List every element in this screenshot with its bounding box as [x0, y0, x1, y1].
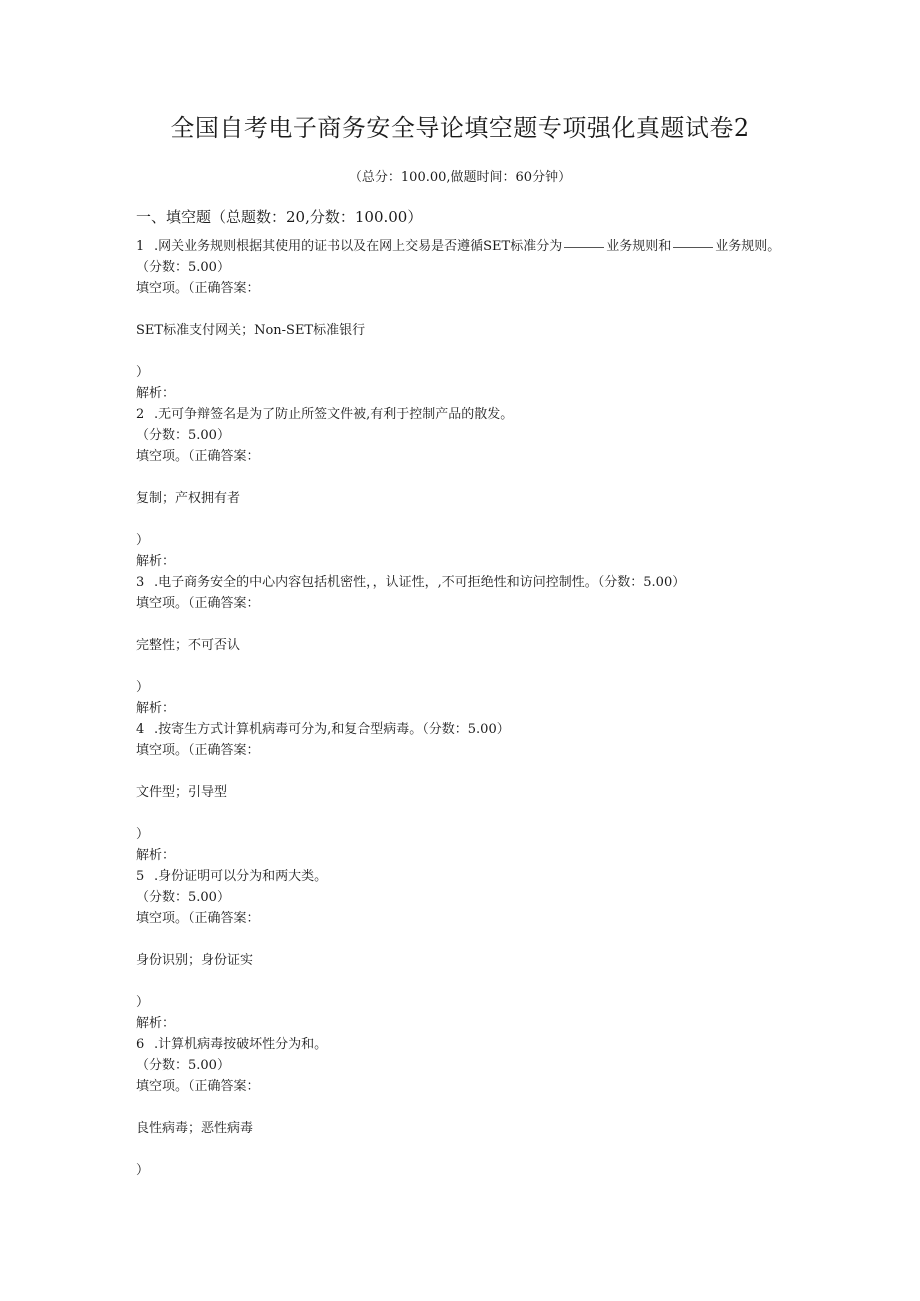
question-text	[136, 236, 786, 257]
spacer	[136, 299, 786, 320]
question-number: 3	[136, 575, 145, 590]
answer-blank	[564, 247, 604, 248]
spacer	[136, 509, 786, 530]
spacer	[136, 1139, 786, 1160]
question-item	[136, 1034, 786, 1181]
question-score: （分数：5.00）	[136, 428, 230, 443]
close-paren: ）	[136, 680, 150, 695]
question-text-part: 业务规则。	[715, 239, 781, 254]
answer-text: 复制；产权拥有者	[136, 491, 241, 506]
close-paren: ）	[136, 533, 150, 548]
spacer	[136, 803, 786, 824]
close-paren: ）	[136, 365, 150, 380]
fill-item-label: 填空项。（正确答案：	[136, 1079, 260, 1094]
analysis-label: 解析：	[136, 848, 176, 863]
question-text-part: .按寄生方式计算机病毒可分为,和复合型病毒。（分数：5.00）	[154, 722, 510, 737]
spacer	[136, 971, 786, 992]
spacer	[136, 656, 786, 677]
question-text	[136, 866, 786, 887]
question-item	[136, 404, 786, 572]
answer-text: SET标准支付网关；Non-SET标准银行	[136, 323, 366, 338]
close-paren: ）	[136, 995, 150, 1010]
close-paren: ）	[136, 1163, 150, 1178]
analysis-label: 解析：	[136, 386, 176, 401]
question-text	[136, 572, 786, 593]
question-list	[136, 236, 786, 1181]
document-title: 全国自考电子商务安全导论填空题专项强化真题试卷2	[170, 114, 750, 142]
spacer	[136, 929, 786, 950]
question-number: 6	[136, 1037, 145, 1052]
answer-text: 良性病毒；恶性病毒	[136, 1121, 254, 1136]
answer-text: 身份识别；身份证实	[136, 953, 254, 968]
fill-item-label: 填空项。（正确答案：	[136, 281, 260, 296]
question-item	[136, 866, 786, 1034]
answer-text: 完整性；不可否认	[136, 638, 241, 653]
question-text	[136, 404, 786, 425]
analysis-label: 解析：	[136, 1016, 176, 1031]
fill-item-label: 填空项。（正确答案：	[136, 596, 260, 611]
question-text-part: 业务规则和	[606, 239, 672, 254]
question-score: （分数：5.00）	[136, 1058, 230, 1073]
question-number: 4	[136, 722, 145, 737]
question-text-part: .计算机病毒按破坏性分为和。	[154, 1037, 328, 1052]
fill-item-label: 填空项。（正确答案：	[136, 449, 260, 464]
question-score: （分数：5.00）	[136, 260, 230, 275]
section-heading: 一、填空题（总题数：20,分数：100.00）	[136, 208, 423, 226]
analysis-label: 解析：	[136, 701, 176, 716]
spacer	[136, 614, 786, 635]
question-item	[136, 572, 786, 719]
question-text	[136, 1034, 786, 1055]
question-text-part: .电子商务安全的中心内容包括机密性，，认证性，,不可拒绝性和访问控制性。（分数：5.00）	[154, 575, 686, 590]
question-number: 5	[136, 869, 145, 884]
answer-blank	[673, 247, 713, 248]
question-item	[136, 236, 786, 404]
question-text	[136, 719, 786, 740]
question-text-part: .无可争辩签名是为了防止所签文件被,有利于控制产品的散发。	[154, 407, 514, 422]
close-paren: ）	[136, 827, 150, 842]
answer-text: 文件型；引导型	[136, 785, 228, 800]
fill-item-label: 填空项。（正确答案：	[136, 743, 260, 758]
question-number: 2	[136, 407, 145, 422]
analysis-label: 解析：	[136, 554, 176, 569]
spacer	[136, 1097, 786, 1118]
question-text-part: .身份证明可以分为和两大类。	[154, 869, 328, 884]
exam-meta: （总分：100.00,做题时间：60分钟）	[348, 170, 572, 185]
spacer	[136, 761, 786, 782]
fill-item-label: 填空项。（正确答案：	[136, 911, 260, 926]
question-text-part: .网关业务规则根据其使用的证书以及在网上交易是否遵循SET标准分为	[154, 239, 563, 254]
spacer	[136, 341, 786, 362]
question-number: 1	[136, 239, 145, 254]
question-item	[136, 719, 786, 866]
question-score: （分数：5.00）	[136, 890, 230, 905]
spacer	[136, 467, 786, 488]
